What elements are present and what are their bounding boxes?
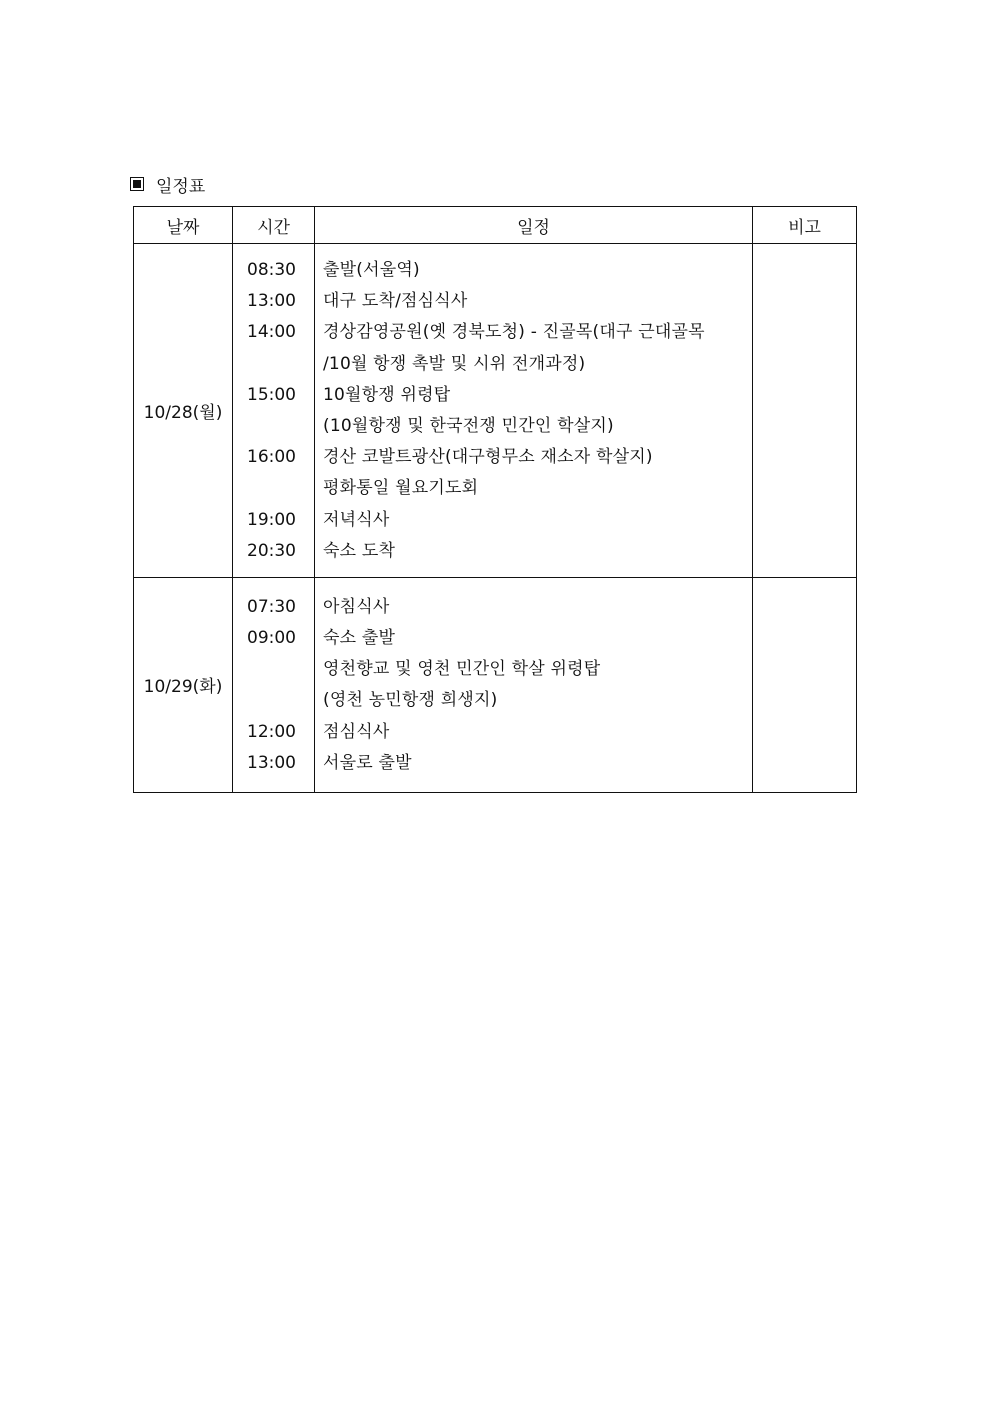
time-entry <box>233 411 314 442</box>
square-bullet-icon <box>130 177 144 191</box>
heading-text: 일정표 <box>156 176 206 197</box>
time-entry: 13:00 <box>247 291 296 312</box>
time-entry: 19:00 <box>247 509 296 530</box>
time-entry: 20:30 <box>247 540 296 561</box>
table-row <box>134 244 857 578</box>
event-entry: 점심식사 <box>323 721 390 742</box>
event-entry: 저녁식사 <box>323 509 390 530</box>
time-entry: 08:30 <box>247 260 296 280</box>
date-cell: 10/29(화) <box>134 577 233 792</box>
event-entry: 아침식사 <box>323 596 390 617</box>
event-entry: 평화통일 월요기도회 <box>323 478 479 499</box>
date-cell: 10/28(월) <box>134 244 233 578</box>
time-cell <box>233 244 315 578</box>
event-entry: 서울로 출발 <box>323 752 412 773</box>
event-cell <box>315 244 753 578</box>
event-entry: 숙소 도착 <box>323 540 396 561</box>
time-entry: 14:00 <box>247 322 296 343</box>
time-entry: 12:00 <box>247 721 296 742</box>
note-cell <box>753 577 857 792</box>
header-row <box>134 207 857 244</box>
note-cell <box>753 244 857 578</box>
event-entry: 10월항쟁 위령탑 <box>323 384 451 405</box>
time-entry <box>233 654 314 685</box>
time-entry: 16:00 <box>247 447 296 468</box>
time-entry: 13:00 <box>247 752 296 773</box>
event-entry: /10월 항쟁 촉발 및 시위 전개과정) <box>323 353 586 374</box>
event-entry: 경상감영공원(옛 경북도청) - 진골목(대구 근대골목 <box>323 322 705 343</box>
section-heading <box>130 172 205 196</box>
event-cell <box>315 577 753 792</box>
time-entry: 09:00 <box>247 628 296 649</box>
time-cell <box>233 577 315 792</box>
event-entry: 숙소 출발 <box>323 628 396 649</box>
event-entry: 대구 도착/점심식사 <box>323 291 468 312</box>
header-time: 시간 <box>233 207 315 244</box>
event-entry: 출발(서울역) <box>323 260 420 280</box>
time-entry: 07:30 <box>247 596 296 617</box>
event-entry: (10월항쟁 및 한국전쟁 민간인 학살지) <box>323 415 614 436</box>
header-schedule: 일정 <box>315 207 753 244</box>
time-entry <box>233 349 314 380</box>
event-entry: 경산 코발트광산(대구형무소 재소자 학살지) <box>323 447 653 468</box>
time-entry: 15:00 <box>247 384 296 405</box>
schedule-table <box>133 206 857 793</box>
event-entry: 영천향교 및 영천 민간인 학살 위령탑 <box>323 659 601 680</box>
table-row <box>134 577 857 792</box>
time-entry <box>233 685 314 716</box>
header-date: 날짜 <box>134 207 233 244</box>
event-entry: (영천 농민항쟁 희생지) <box>323 690 498 711</box>
time-entry <box>233 473 314 504</box>
header-note: 비고 <box>753 207 857 244</box>
